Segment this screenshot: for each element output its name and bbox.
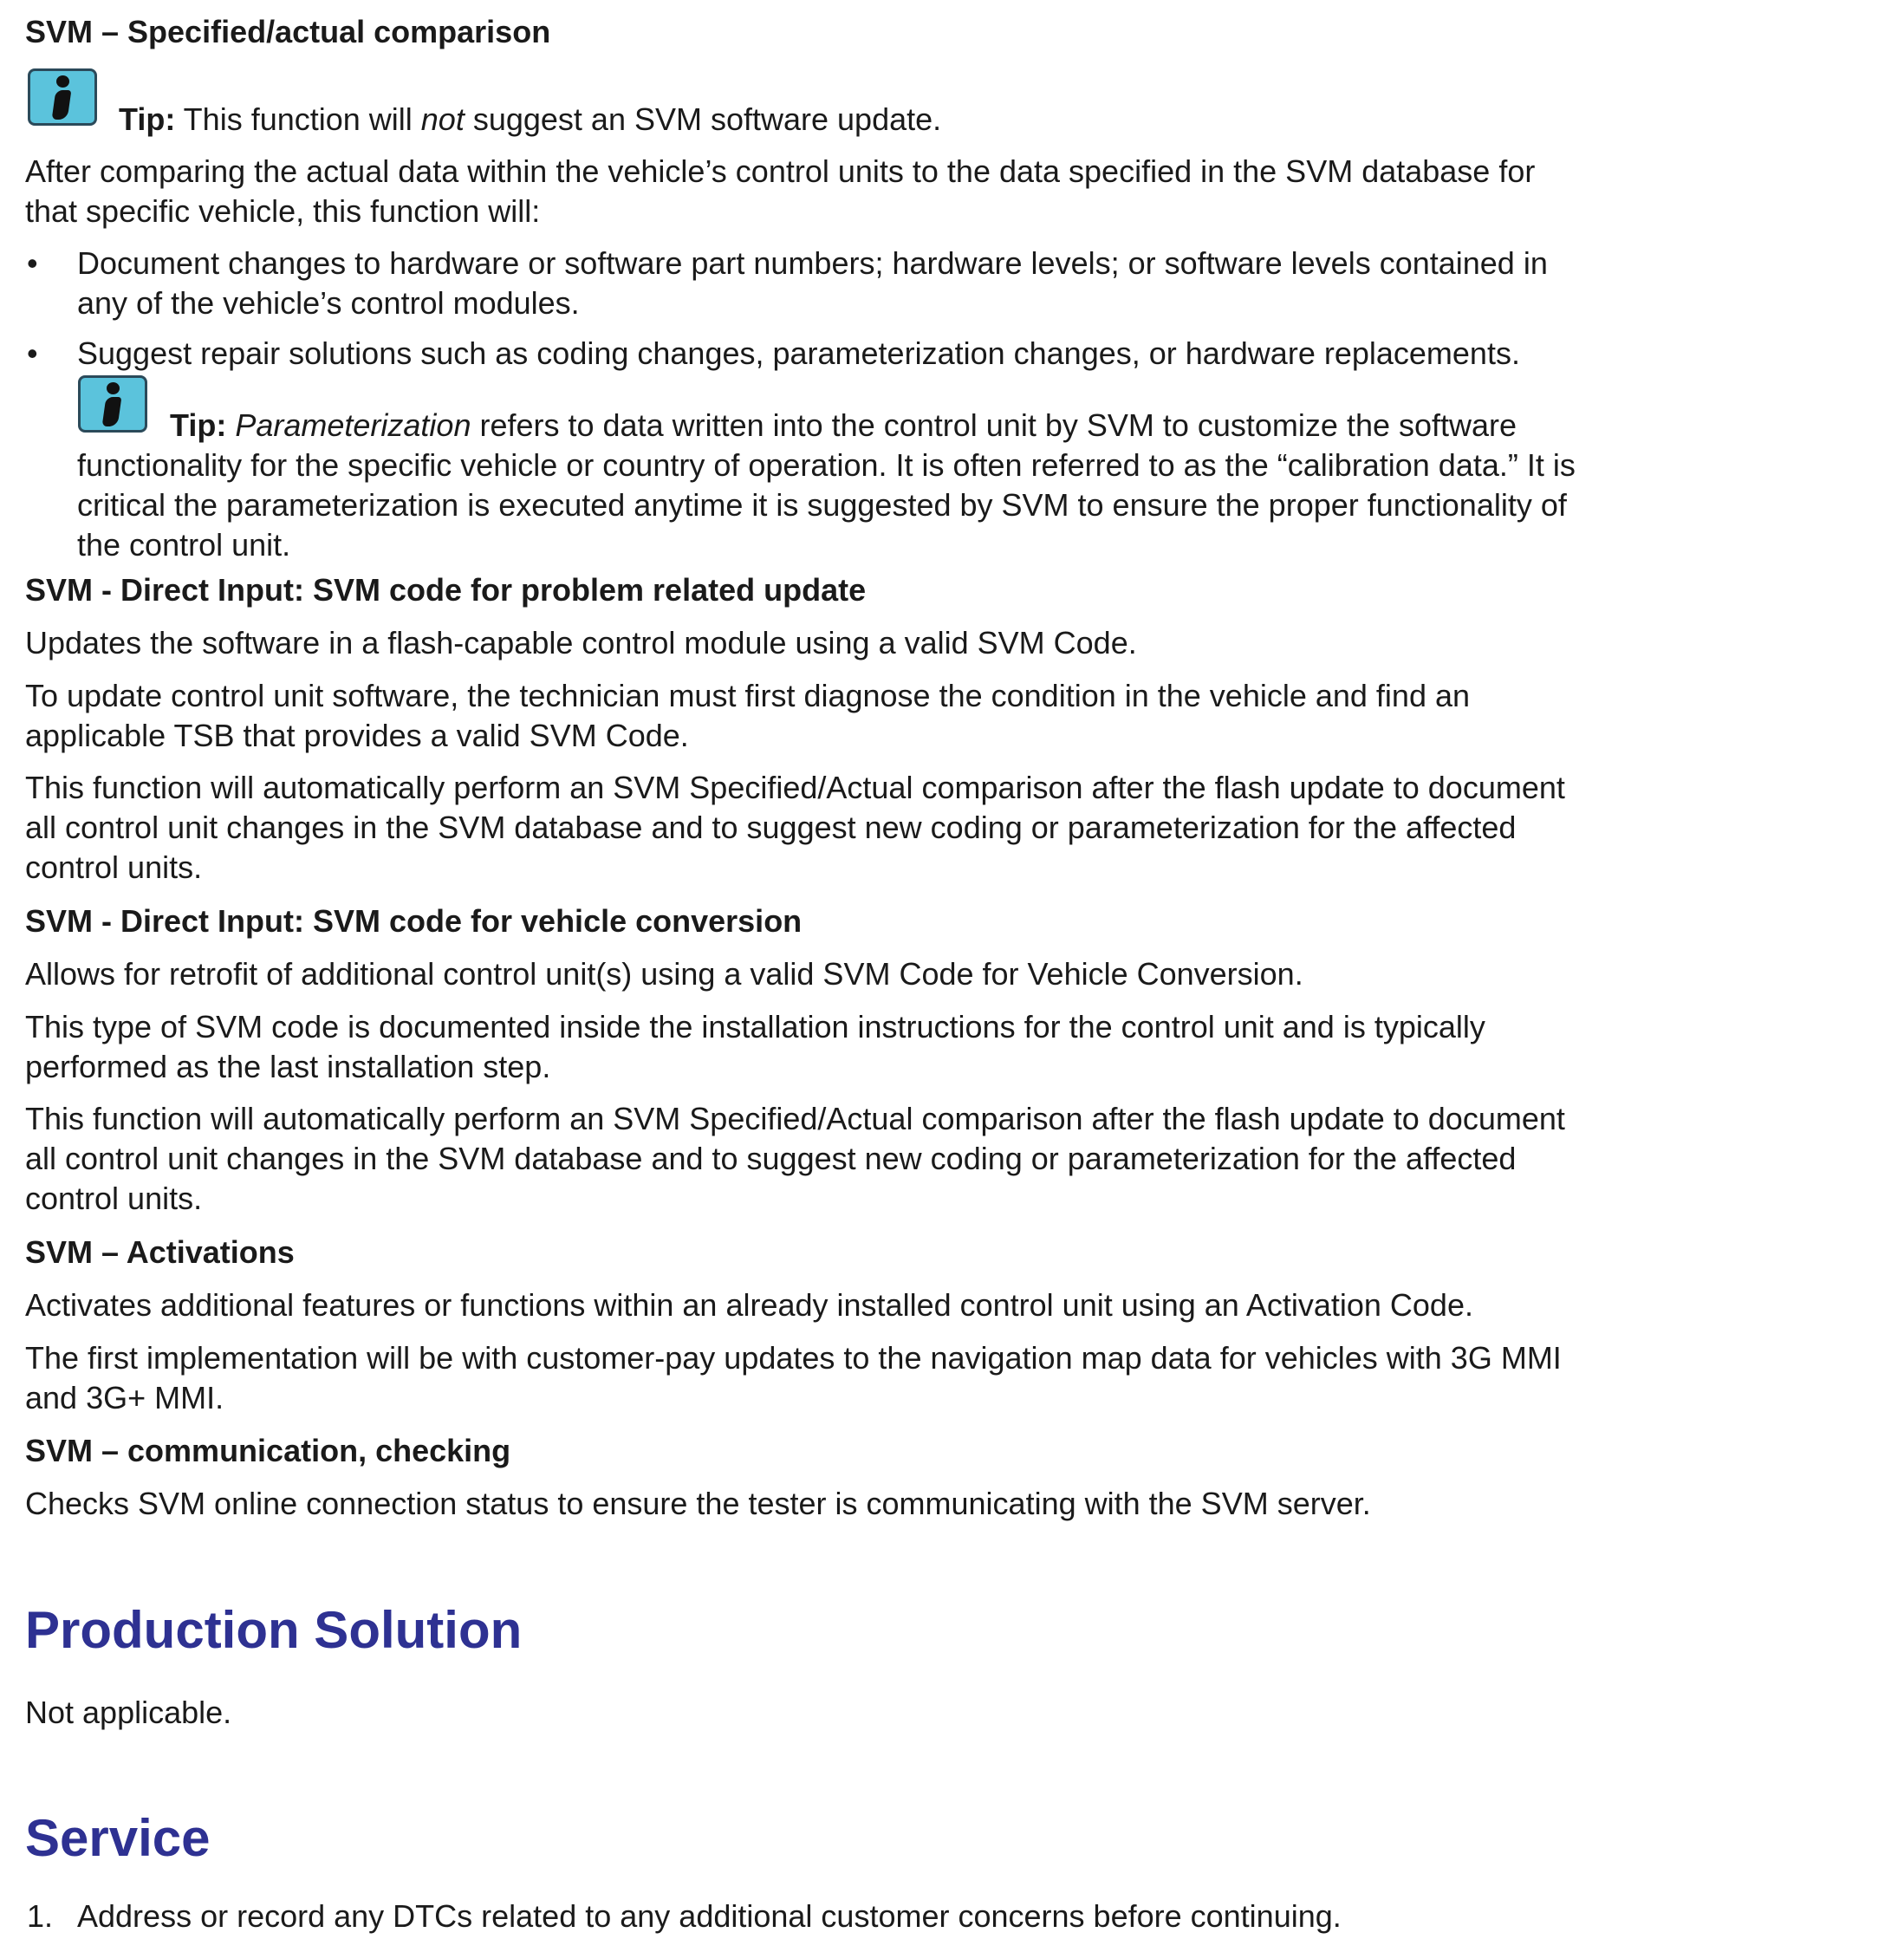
text-segment: all control unit changes in the SVM database and to suggest new coding or parameterization for the affected	[25, 810, 1517, 845]
text-segment: refers to data written into the control unit by SVM to customize the software	[471, 407, 1517, 443]
text-segment: This function will automatically perform an SVM Specified/Actual comparison after the flash update to document	[25, 1101, 1565, 1136]
text-line	[25, 1139, 1516, 1179]
list-number: 1.	[27, 1898, 54, 1934]
text-line	[25, 1099, 1565, 1139]
text-segment: Not applicable.	[25, 1695, 232, 1730]
text-line	[25, 1285, 1473, 1325]
text-segment: Address or record any DTCs related to any additional customer concerns before continuing.	[77, 1898, 1342, 1934]
text-segment: any of the vehicle’s control modules.	[77, 285, 580, 321]
text-line	[25, 192, 540, 231]
text-segment: and 3G+ MMI.	[25, 1380, 224, 1415]
tip-text-line	[77, 485, 1567, 525]
text-line	[25, 1047, 550, 1087]
text-line	[77, 1897, 1342, 1936]
text-segment: This function will automatically perform an SVM Specified/Actual comparison after the flash update to document	[25, 770, 1565, 805]
tip-text-line	[77, 525, 290, 565]
subheading	[25, 12, 550, 52]
text-segment: Document changes to hardware or software part numbers; hardware levels; or software levels contained in	[77, 245, 1548, 281]
text-segment: critical the parameterization is executed anytime it is suggested by SVM to ensure the proper functionality of	[77, 487, 1567, 523]
section-heading: Production Solution	[25, 1601, 523, 1659]
subheading	[25, 570, 866, 610]
text-line	[77, 334, 1520, 374]
text-line	[25, 1693, 231, 1733]
tip-text-line	[119, 100, 941, 140]
text-segment: This function will	[175, 101, 421, 137]
text-segment: Suggest repair solutions such as coding changes, parameterization changes, or hardware replacements.	[77, 335, 1520, 371]
text-segment: Parameterization	[235, 407, 471, 443]
text-line	[25, 152, 1535, 192]
text-line	[25, 1484, 1371, 1524]
text-line	[77, 283, 580, 323]
text-segment: not	[420, 101, 465, 137]
bullet-marker: •	[27, 335, 38, 371]
text-segment: suggest an SVM software update.	[464, 101, 942, 137]
text-line	[25, 848, 202, 888]
text-segment: applicable TSB that provides a valid SVM Code.	[25, 718, 689, 753]
text-segment: SVM – Activations	[25, 1234, 295, 1270]
text-segment: control units.	[25, 1181, 203, 1216]
text-line	[25, 1378, 224, 1418]
text-segment: After comparing the actual data within the vehicle’s control units to the data specified in the SVM database for	[25, 153, 1536, 189]
text-line	[25, 716, 689, 756]
text-line	[77, 244, 1548, 283]
text-segment: To update control unit software, the technician must first diagnose the condition in the vehicle and find an	[25, 678, 1471, 713]
text-segment: Updates the software in a flash-capable control module using a valid SVM Code.	[25, 625, 1137, 660]
tip-text-line	[77, 446, 1576, 485]
text-line	[25, 1338, 1562, 1378]
subheading	[25, 1431, 510, 1471]
info-icon	[28, 68, 97, 126]
text-segment: Checks SVM online connection status to ensure the tester is communicating with the SVM server.	[25, 1486, 1371, 1521]
text-segment: that specific vehicle, this function will:	[25, 193, 541, 229]
bullet-marker: •	[27, 245, 38, 281]
text-segment: Allows for retrofit of additional control unit(s) using a valid SVM Code for Vehicle Conversion.	[25, 956, 1303, 992]
text-line	[25, 623, 1137, 663]
text-segment: SVM – communication, checking	[25, 1433, 511, 1468]
text-line	[25, 808, 1516, 848]
text-line	[25, 1179, 202, 1219]
text-segment	[226, 407, 235, 443]
text-segment: functionality for the specific vehicle or country of operation. It is often referred to as the “calibration data.” It is	[77, 447, 1576, 483]
text-segment: SVM – Specified/actual comparison	[25, 14, 551, 49]
tip-label: Tip:	[170, 407, 227, 443]
text-segment: the control unit.	[77, 527, 291, 563]
text-line	[25, 954, 1303, 994]
subheading	[25, 901, 802, 941]
text-line	[25, 1007, 1485, 1047]
info-icon	[78, 375, 147, 433]
text-segment: This type of SVM code is documented inside the installation instructions for the control unit and is typically	[25, 1009, 1485, 1044]
tip-label: Tip:	[119, 101, 176, 137]
text-line	[25, 768, 1565, 808]
text-segment: Activates additional features or functions within an already installed control unit using an Activation Code.	[25, 1287, 1473, 1323]
text-segment: all control unit changes in the SVM database and to suggest new coding or parameterization for the affected	[25, 1141, 1517, 1176]
subheading	[25, 1233, 295, 1272]
tip-text-line	[170, 406, 1517, 446]
section-heading: Service	[25, 1809, 211, 1867]
text-line	[25, 676, 1470, 716]
text-segment: The first implementation will be with customer-pay updates to the navigation map data for vehicles with 3G MMI	[25, 1340, 1562, 1376]
text-segment: performed as the last installation step.	[25, 1049, 551, 1084]
text-segment: SVM - Direct Input: SVM code for vehicle conversion	[25, 903, 803, 939]
text-segment: control units.	[25, 849, 203, 885]
text-segment: SVM - Direct Input: SVM code for problem related update	[25, 572, 867, 608]
